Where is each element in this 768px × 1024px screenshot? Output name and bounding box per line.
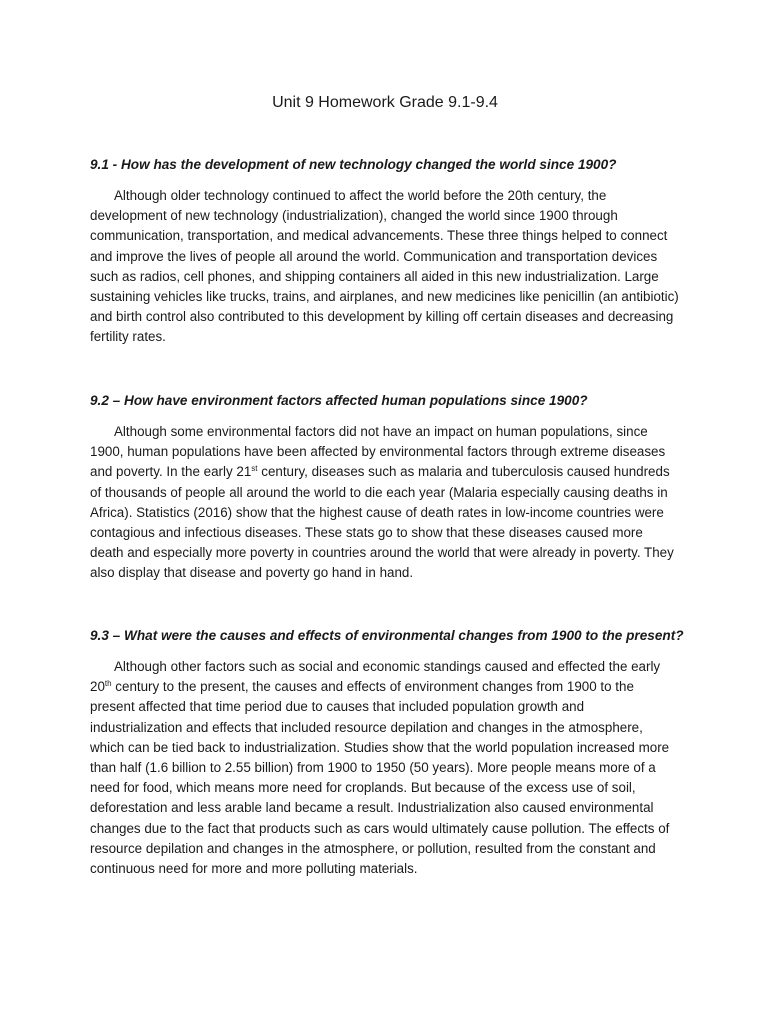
question-heading-9-2: 9.2 – How have environment factors affected human populations since 1900? — [90, 393, 588, 408]
document-title: Unit 9 Homework Grade 9.1-9.4 — [272, 94, 498, 111]
question-heading-9-3: 9.3 – What were the causes and effects of environmental changes from 1900 to the present? — [90, 628, 684, 643]
answer-text-part: century, diseases such as malaria and tuberculosis caused hundreds of thousands of people all around the world to die each year (Malaria especially causing deaths in Africa). Statistics (2016) show that the highest cause of death rates in low-income countries were contagious and infectious diseases. These stats go to show that these diseases caused more death and especially more poverty in countries around the world that were already in poverty. They also display that disease and poverty go hand in hand. — [90, 464, 674, 581]
answer-paragraph-9-1: Although older technology continued to affect the world before the 20th century, the development of new technology (industrialization), changed the world since 1900 through communication, transportation, and medical advancements. These three things helped to connect and improve the lives of people all around the world. Communication and transportation devices such as radios, cell phones, and shipping containers all aided in this new industrialization. Large sustaining vehicles like trucks, trains, and airplanes, and new medicines like penicillin (an antibiotic) and birth control also contributed to this development by killing off certain diseases and decreasing fertility rates. — [90, 188, 679, 345]
answer-text-part: Although some environmental factors did not have an impact on human populations, since 1900, human populations have been affected by environmental factors through extreme diseases and poverty. In the early 21 — [90, 424, 666, 480]
answer-text-part: Although other factors such as social and economic standings caused and effected the early 20 — [90, 659, 661, 695]
question-heading-9-1: 9.1 - How has the development of new technology changed the world since 1900? — [90, 157, 617, 172]
answer-paragraph-9-2 — [90, 422, 680, 584]
answer-paragraph-9-3 — [90, 657, 680, 879]
answer-text-part: century to the present, the causes and effects of environment changes from 1900 to the present affected that time period due to causes that included population growth and industrialization and effects that included resource depilation and changes in the atmosphere, which can be tied back to industrialization. Studies show that the world population increased more than half (1.6 billion to 2.55 billion) from 1900 to 1950 (50 years). More people means more of a need for food, which means more need for croplands. But because of the excess use of soil, deforestation and less arable land became a result. Industrialization also caused environmental changes due to the fact that products such as cars would ultimately cause pollution. The effects of resource depilation and changes in the atmosphere, or pollution, resulted from the constant and continuous need for more and more polluting materials. — [90, 679, 670, 877]
ordinal-suffix: st — [251, 464, 258, 474]
ordinal-suffix: th — [104, 679, 112, 689]
